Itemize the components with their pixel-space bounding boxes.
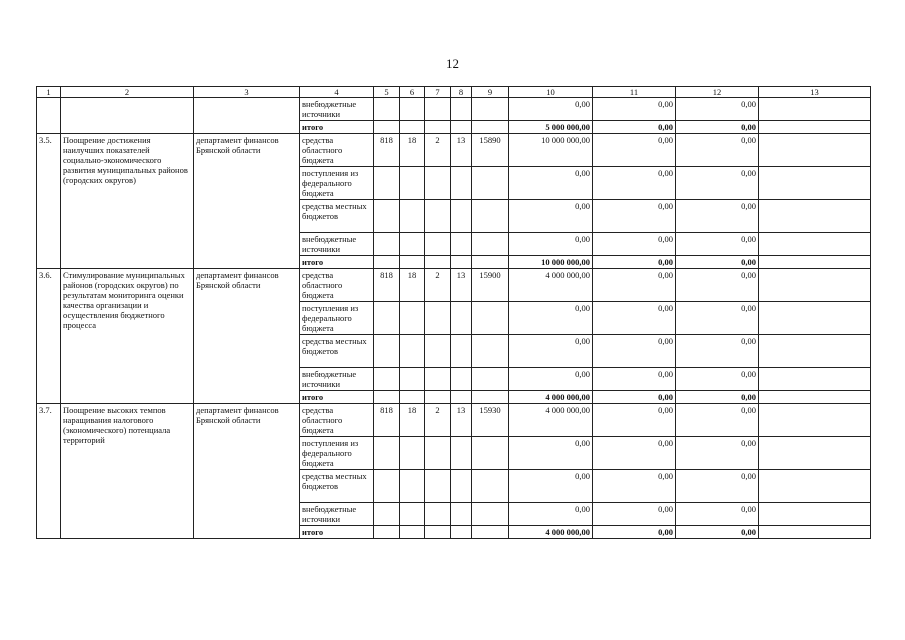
column-header: 3 (194, 87, 300, 98)
amount-cell: 0,00 (593, 200, 676, 233)
amount-cell: 0,00 (593, 526, 676, 539)
amount-cell: 0,00 (593, 256, 676, 269)
table-row (37, 134, 871, 167)
column-header: 10 (509, 87, 593, 98)
code-cell (451, 200, 472, 233)
code-cell (472, 368, 509, 391)
amount-cell: 0,00 (593, 335, 676, 368)
num-cell (37, 98, 61, 134)
amount-cell: 10 000 000,00 (509, 134, 593, 167)
table-row (37, 98, 871, 121)
amount-cell: 0,00 (676, 503, 759, 526)
note-cell (759, 269, 871, 302)
item-executor: департамент финансов Брянской области (194, 269, 300, 404)
code-cell (425, 437, 451, 470)
source-cell: поступления из федерального бюджета (300, 302, 374, 335)
code-cell (451, 437, 472, 470)
code-cell (400, 470, 425, 503)
amount-cell: 0,00 (593, 121, 676, 134)
code-cell (400, 503, 425, 526)
code-cell (400, 437, 425, 470)
code-cell (425, 167, 451, 200)
amount-cell: 0,00 (676, 121, 759, 134)
note-cell (759, 134, 871, 167)
amount-cell: 0,00 (509, 302, 593, 335)
code-cell (374, 391, 400, 404)
note-cell (759, 200, 871, 233)
code-cell (374, 526, 400, 539)
code-cell: 818 (374, 269, 400, 302)
column-header: 12 (676, 87, 759, 98)
code-cell (451, 526, 472, 539)
column-header: 4 (300, 87, 374, 98)
code-cell (472, 121, 509, 134)
item-number: 3.5. (37, 134, 61, 269)
note-cell (759, 121, 871, 134)
code-cell: 15890 (472, 134, 509, 167)
code-cell (451, 121, 472, 134)
source-cell: средства областного бюджета (300, 404, 374, 437)
code-cell (400, 526, 425, 539)
amount-cell: 0,00 (509, 98, 593, 121)
code-cell (425, 391, 451, 404)
note-cell (759, 98, 871, 121)
amount-cell: 4 000 000,00 (509, 404, 593, 437)
amount-cell: 0,00 (676, 391, 759, 404)
code-cell (374, 368, 400, 391)
source-cell: итого (300, 391, 374, 404)
amount-cell: 0,00 (593, 98, 676, 121)
code-cell (374, 335, 400, 368)
item-number: 3.7. (37, 404, 61, 539)
source-cell: внебюджетные источники (300, 233, 374, 256)
code-cell (451, 391, 472, 404)
code-cell: 2 (425, 269, 451, 302)
code-cell (425, 256, 451, 269)
table-row (37, 269, 871, 302)
code-cell (400, 368, 425, 391)
source-cell: средства местных бюджетов (300, 470, 374, 503)
code-cell: 13 (451, 134, 472, 167)
note-cell (759, 167, 871, 200)
code-cell (400, 200, 425, 233)
code-cell (472, 526, 509, 539)
code-cell (374, 233, 400, 256)
code-cell: 13 (451, 404, 472, 437)
column-header: 6 (400, 87, 425, 98)
item-number: 3.6. (37, 269, 61, 404)
code-cell (425, 470, 451, 503)
code-cell (472, 391, 509, 404)
code-cell (400, 121, 425, 134)
item-name: Поощрение высоких темпов наращивания налогового (экономического) потенциала территорий (61, 404, 194, 539)
code-cell: 18 (400, 269, 425, 302)
amount-cell: 0,00 (593, 134, 676, 167)
amount-cell: 0,00 (676, 134, 759, 167)
code-cell: 818 (374, 134, 400, 167)
amount-cell: 0,00 (593, 404, 676, 437)
note-cell (759, 404, 871, 437)
item-executor: департамент финансов Брянской области (194, 134, 300, 269)
code-cell (425, 526, 451, 539)
note-cell (759, 368, 871, 391)
code-cell (400, 233, 425, 256)
code-cell (425, 335, 451, 368)
code-cell (472, 200, 509, 233)
code-cell (451, 302, 472, 335)
code-cell: 18 (400, 404, 425, 437)
amount-cell: 0,00 (676, 200, 759, 233)
source-cell: поступления из федерального бюджета (300, 437, 374, 470)
item-executor: департамент финансов Брянской области (194, 404, 300, 539)
code-cell (425, 368, 451, 391)
code-cell (472, 233, 509, 256)
code-cell (374, 503, 400, 526)
code-cell (451, 335, 472, 368)
amount-cell: 0,00 (509, 470, 593, 503)
source-cell: итого (300, 526, 374, 539)
note-cell (759, 526, 871, 539)
code-cell (400, 302, 425, 335)
amount-cell: 0,00 (676, 368, 759, 391)
code-cell (472, 98, 509, 121)
amount-cell: 0,00 (509, 200, 593, 233)
code-cell: 2 (425, 134, 451, 167)
source-cell: средства местных бюджетов (300, 200, 374, 233)
note-cell (759, 335, 871, 368)
page-number: 12 (446, 56, 459, 71)
code-cell: 15900 (472, 269, 509, 302)
amount-cell: 0,00 (509, 167, 593, 200)
source-cell: средства областного бюджета (300, 269, 374, 302)
code-cell (472, 167, 509, 200)
amount-cell: 0,00 (509, 368, 593, 391)
code-cell (374, 200, 400, 233)
note-cell (759, 437, 871, 470)
code-cell (472, 470, 509, 503)
amount-cell: 0,00 (676, 470, 759, 503)
code-cell (451, 470, 472, 503)
amount-cell: 0,00 (676, 302, 759, 335)
note-cell (759, 503, 871, 526)
amount-cell: 0,00 (509, 437, 593, 470)
amount-cell: 0,00 (676, 404, 759, 437)
code-cell: 15930 (472, 404, 509, 437)
amount-cell: 0,00 (676, 526, 759, 539)
code-cell (425, 98, 451, 121)
note-cell (759, 302, 871, 335)
note-cell (759, 256, 871, 269)
code-cell (374, 98, 400, 121)
item-name: Стимулирование муниципальных районов (городских округов) по результатам мониторинга оценки качества организации и осуществления бюджетного процесса (61, 269, 194, 404)
code-cell (400, 98, 425, 121)
amount-cell: 4 000 000,00 (509, 391, 593, 404)
code-cell (425, 121, 451, 134)
code-cell (425, 233, 451, 256)
column-header: 1 (37, 87, 61, 98)
amount-cell: 0,00 (593, 167, 676, 200)
source-cell: поступления из федерального бюджета (300, 167, 374, 200)
column-header: 13 (759, 87, 871, 98)
amount-cell: 5 000 000,00 (509, 121, 593, 134)
amount-cell: 0,00 (593, 391, 676, 404)
amount-cell: 0,00 (676, 437, 759, 470)
source-cell: итого (300, 121, 374, 134)
amount-cell: 0,00 (676, 98, 759, 121)
amount-cell: 0,00 (676, 269, 759, 302)
amount-cell: 0,00 (676, 256, 759, 269)
amount-cell: 0,00 (593, 269, 676, 302)
budget-table (36, 86, 871, 539)
amount-cell: 0,00 (676, 335, 759, 368)
code-cell (472, 503, 509, 526)
amount-cell: 10 000 000,00 (509, 256, 593, 269)
code-cell (472, 335, 509, 368)
source-cell: внебюджетные источники (300, 368, 374, 391)
code-cell (425, 302, 451, 335)
column-header: 2 (61, 87, 194, 98)
code-cell (400, 167, 425, 200)
note-cell (759, 470, 871, 503)
source-cell: внебюджетные источники (300, 98, 374, 121)
column-header: 8 (451, 87, 472, 98)
code-cell (451, 167, 472, 200)
note-cell (759, 391, 871, 404)
code-cell (425, 200, 451, 233)
code-cell (451, 256, 472, 269)
code-cell (451, 233, 472, 256)
source-cell: средства местных бюджетов (300, 335, 374, 368)
code-cell: 18 (400, 134, 425, 167)
source-cell: средства областного бюджета (300, 134, 374, 167)
code-cell (451, 98, 472, 121)
table-body (37, 87, 871, 539)
code-cell (425, 503, 451, 526)
code-cell (374, 256, 400, 269)
column-header: 5 (374, 87, 400, 98)
source-cell: итого (300, 256, 374, 269)
amount-cell: 0,00 (593, 302, 676, 335)
amount-cell: 0,00 (593, 233, 676, 256)
code-cell (472, 256, 509, 269)
code-cell (451, 503, 472, 526)
amount-cell: 0,00 (676, 233, 759, 256)
item-name: Поощрение достижения наилучших показателей социально-экономического развития муниципальных районов (городских округов) (61, 134, 194, 269)
amount-cell: 0,00 (593, 470, 676, 503)
table-row (37, 404, 871, 437)
column-header: 7 (425, 87, 451, 98)
source-cell: внебюджетные источники (300, 503, 374, 526)
code-cell: 818 (374, 404, 400, 437)
code-cell: 13 (451, 269, 472, 302)
amount-cell: 0,00 (676, 167, 759, 200)
executor-cell (194, 98, 300, 134)
code-cell (374, 167, 400, 200)
column-header: 11 (593, 87, 676, 98)
code-cell (400, 256, 425, 269)
code-cell (472, 302, 509, 335)
amount-cell: 0,00 (509, 233, 593, 256)
code-cell (400, 335, 425, 368)
code-cell (472, 437, 509, 470)
code-cell (374, 470, 400, 503)
code-cell (374, 437, 400, 470)
amount-cell: 0,00 (593, 437, 676, 470)
amount-cell: 0,00 (593, 368, 676, 391)
code-cell (374, 302, 400, 335)
amount-cell: 0,00 (593, 503, 676, 526)
code-cell (451, 368, 472, 391)
code-cell (374, 121, 400, 134)
amount-cell: 4 000 000,00 (509, 269, 593, 302)
amount-cell: 0,00 (509, 335, 593, 368)
code-cell: 2 (425, 404, 451, 437)
column-header: 9 (472, 87, 509, 98)
note-cell (759, 233, 871, 256)
name-cell (61, 98, 194, 134)
code-cell (400, 391, 425, 404)
amount-cell: 0,00 (509, 503, 593, 526)
amount-cell: 4 000 000,00 (509, 526, 593, 539)
header-row (37, 87, 871, 98)
